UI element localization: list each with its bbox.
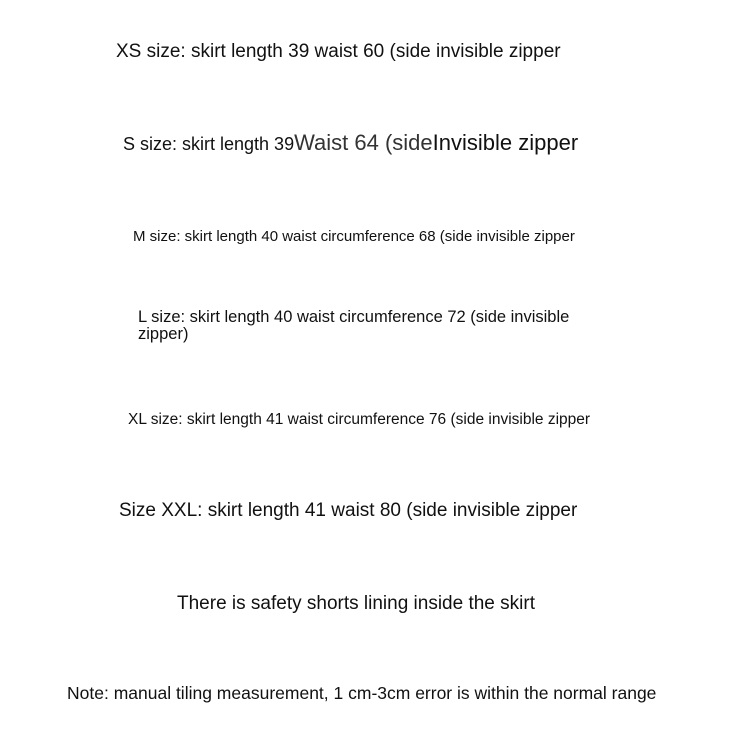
size-s-part2: Waist 64 (side xyxy=(294,130,433,155)
size-s-text xyxy=(123,130,578,155)
measurement-note: Note: manual tiling measurement, 1 cm-3cm error is within the normal range xyxy=(67,683,657,703)
lining-text: There is safety shorts lining inside the skirt xyxy=(177,593,535,614)
size-xl-text: XL size: skirt length 41 waist circumference 76 (side invisible zipper xyxy=(128,411,591,428)
size-xxl-text: Size XXL: skirt length 41 waist 80 (side invisible zipper xyxy=(119,500,578,521)
size-m-text: M size: skirt length 40 waist circumference 68 (side invisible zipper xyxy=(133,228,575,245)
size-s-part3: Invisible zipper xyxy=(432,130,579,155)
size-s-part1: S size: skirt length 39 xyxy=(123,134,295,154)
size-xs-text: XS size: skirt length 39 waist 60 (side invisible zipper xyxy=(116,41,561,62)
size-l-text: L size: skirt length 40 waist circumference 72 (side invisible zipper) xyxy=(138,308,570,343)
